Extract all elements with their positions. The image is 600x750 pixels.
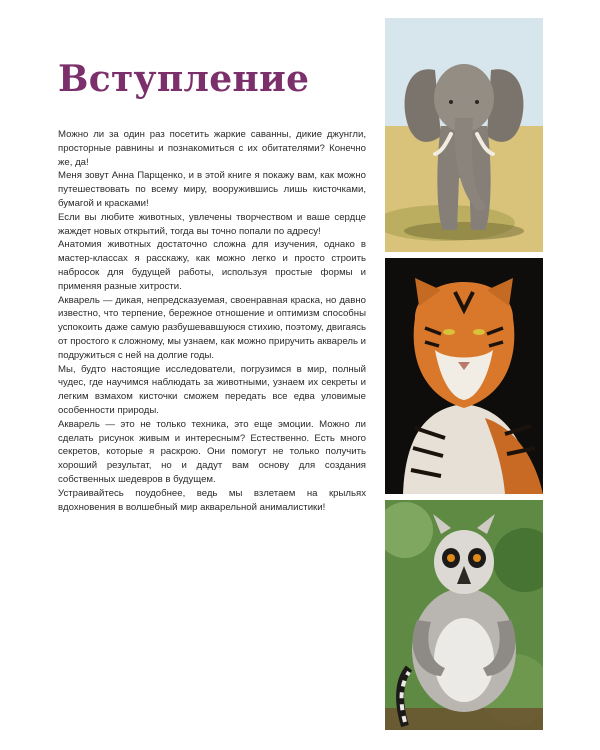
paragraph: Анатомия животных достаточно сложна для изучения, однако в мастер-классах я расскажу, как можно легко и просто строить набросок для будущей работы, используя простые формы и применяя разные хитрости.: [58, 239, 366, 292]
page-title: Вступление: [58, 58, 310, 100]
paragraph: Меня зовут Анна Парщенко, и в этой книге я покажу вам, как можно путешествовать по всему миру, вооружившись лишь кисточками, бумагой и красками!: [58, 170, 366, 209]
elephant-illustration: [385, 18, 543, 252]
paragraph: Акварель — это не только техника, это еще эмоции. Можно ли сделать рисунок живым и интересным? Естественно. Есть много секретов, которые я раскрою. Они помогут не только получить хороший результат, но и дадут вам основу для создания собственных шедевров в будущем.: [58, 418, 366, 485]
intro-text: [58, 128, 366, 514]
lemur-illustration: [385, 500, 543, 730]
tiger-illustration: [385, 258, 543, 494]
paragraph: Если вы любите животных, увлечены творчеством и ваше сердце жаждет новых открытий, тогда вы точно попали по адресу!: [58, 211, 366, 237]
paragraph: Можно ли за один раз посетить жаркие саванны, дикие джунгли, просторные равнины и познакомиться с их обитателями? Конечно же, да!: [58, 129, 366, 168]
paragraph: Мы, будто настоящие исследователи, погрузимся в мир, полный чудес, где научимся наблюдать за животными, узнаем их секреты и легким взмахом кисточки сможем передать все едва уловимые особенности природы.: [58, 363, 366, 416]
paragraph: Акварель — дикая, непредсказуемая, своенравная краска, но давно известно, что терпение, бережное отношение и оптимизм способны успокоить даже самую разбушевавшуюся стихию, поэтому, двигаясь от простого к сложному, мы узнаем, как можно приручить акварель и подружиться с ней на долгие годы.: [58, 294, 366, 361]
paragraph: Устраивайтесь поудобнее, ведь мы взлетаем на крыльях вдохновения в волшебный мир акварельной анималистики!: [58, 487, 366, 513]
